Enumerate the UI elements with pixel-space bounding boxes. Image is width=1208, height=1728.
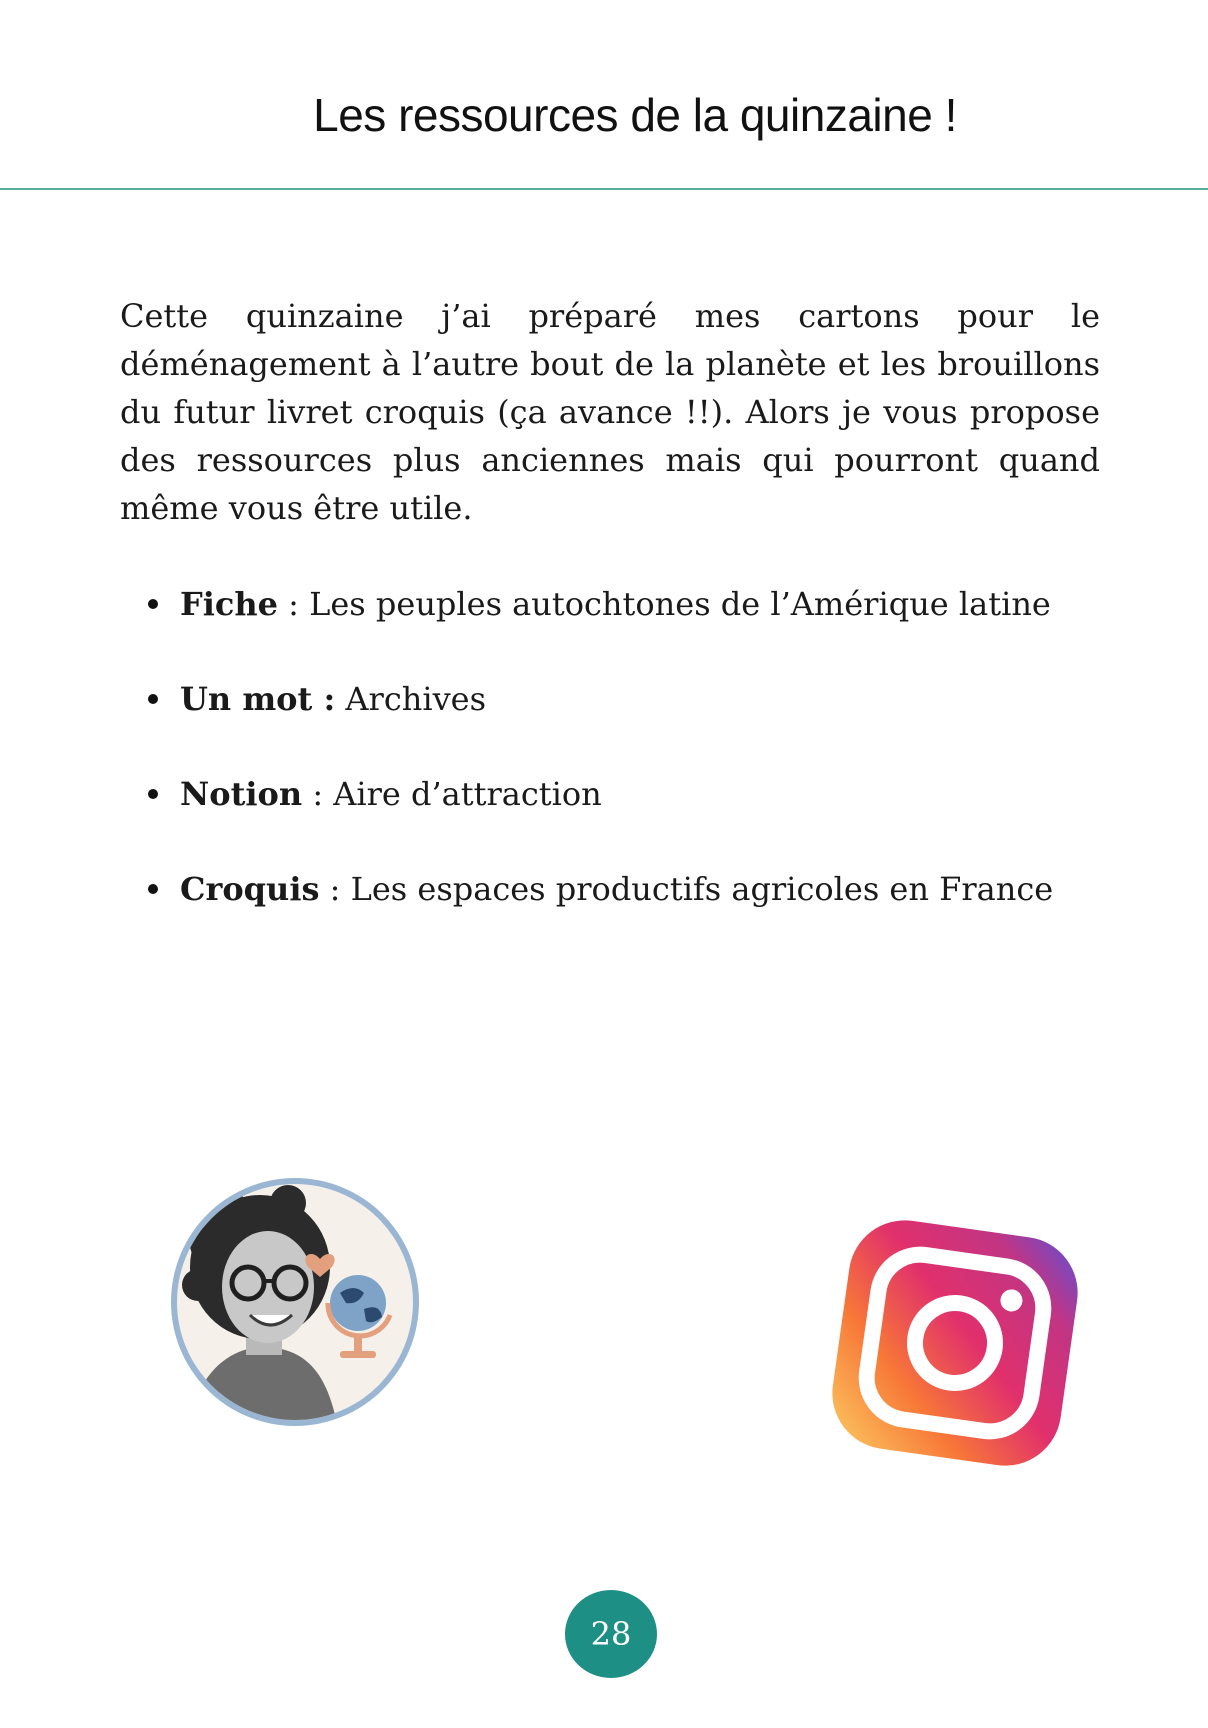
resource-value: Les peuples autochtones de l’Amérique latine bbox=[309, 585, 1051, 623]
list-item bbox=[120, 865, 1100, 960]
resource-key: Un mot : bbox=[180, 680, 336, 718]
page-title: Les ressources de la quinzaine ! bbox=[313, 89, 957, 141]
resource-key: Fiche bbox=[180, 585, 278, 623]
list-item bbox=[120, 580, 1100, 675]
resource-separator: : bbox=[319, 870, 351, 908]
resource-separator bbox=[335, 680, 345, 718]
resource-value: Aire d’attraction bbox=[333, 775, 602, 813]
resource-key: Croquis bbox=[180, 870, 320, 908]
header-divider bbox=[0, 188, 1208, 190]
bullet-icon bbox=[148, 789, 158, 799]
instagram-icon[interactable] bbox=[820, 1208, 1090, 1478]
intro-paragraph: Cette quinzaine j’ai préparé mes cartons pour le déménagement à l’autre bout de la planète et les brouillons du futur livret croquis (ça avance !!). Alors je vous propose des ressources plus anciennes mais qui pourront quand même vous être utile. bbox=[120, 297, 1100, 527]
bullet-icon bbox=[148, 694, 158, 704]
bullet-icon bbox=[148, 884, 158, 894]
resource-separator: : bbox=[277, 585, 310, 623]
bullet-icon bbox=[148, 599, 158, 609]
resource-separator: : bbox=[302, 775, 334, 813]
resource-value: Archives bbox=[345, 680, 487, 718]
resource-list bbox=[120, 580, 1100, 960]
list-item bbox=[120, 675, 1100, 770]
list-item bbox=[120, 770, 1100, 865]
resource-key: Notion bbox=[180, 775, 303, 813]
avatar bbox=[168, 1175, 422, 1429]
resource-value: Les espaces productifs agricoles en France bbox=[350, 870, 1054, 908]
page-number: 28 bbox=[565, 1590, 657, 1678]
